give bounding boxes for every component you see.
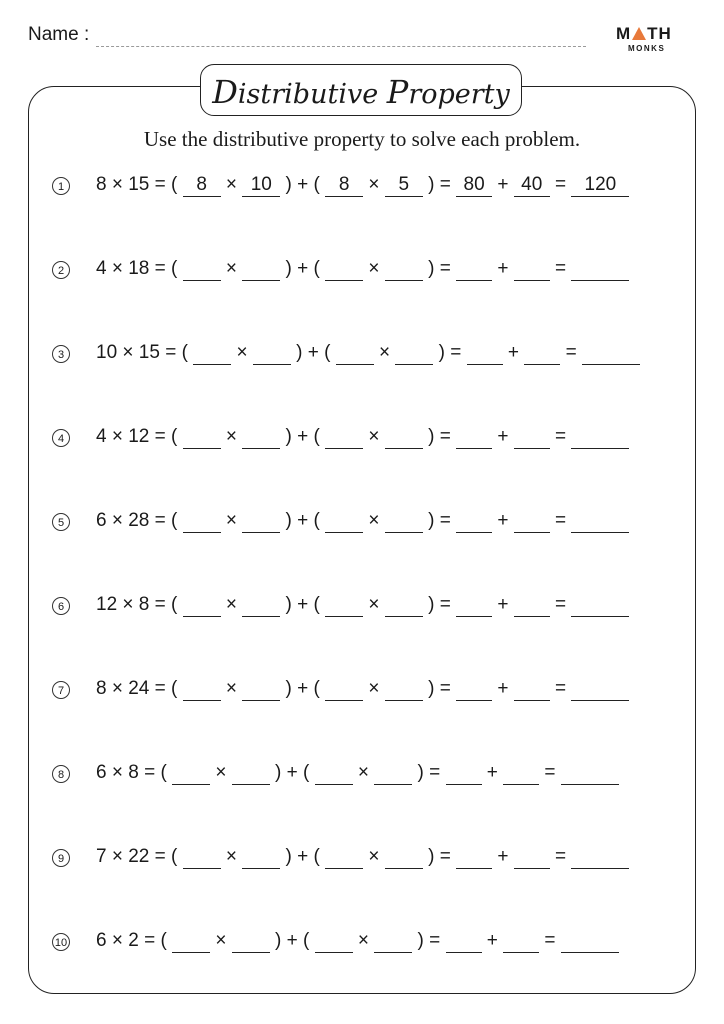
blank-answer[interactable]	[571, 426, 629, 449]
name-field[interactable]	[96, 46, 586, 47]
name-label: Name :	[28, 24, 90, 45]
blank-factor-a2[interactable]	[325, 594, 363, 617]
plus-sign: +	[492, 174, 514, 195]
blank-answer[interactable]	[571, 594, 629, 617]
equals-sign: =	[560, 342, 582, 363]
problem-lhs: 6 × 2 = (	[96, 930, 173, 951]
problem-expression	[96, 426, 629, 449]
times-sign: ×	[220, 426, 243, 447]
problem-expression	[96, 846, 629, 869]
problem-lhs: 7 × 22 = (	[96, 846, 183, 867]
blank-factor-b2[interactable]	[385, 678, 423, 701]
blank-factor-a1[interactable]	[183, 426, 221, 449]
problem-number: 4	[52, 429, 70, 447]
times-sign: ×	[210, 930, 232, 951]
problem-number: 7	[52, 681, 70, 699]
blank-product-2[interactable]	[514, 594, 550, 617]
plus-sign: +	[492, 594, 514, 615]
equals-sign: =	[549, 678, 572, 699]
problem-lhs: 4 × 12 = (	[96, 426, 183, 447]
equals-sign: =	[549, 510, 572, 531]
times-sign: ×	[220, 678, 243, 699]
blank-product-1[interactable]	[456, 846, 492, 869]
problem-lhs: 10 × 15 = (	[96, 342, 194, 363]
blank-factor-a2[interactable]	[315, 930, 353, 953]
plus-sign: +	[492, 426, 514, 447]
blank-factor-b1[interactable]	[242, 678, 280, 701]
times-sign: ×	[363, 426, 385, 447]
blank-factor-a1[interactable]	[172, 930, 210, 953]
problem-row	[52, 174, 692, 202]
times-sign: ×	[363, 678, 385, 699]
blank-factor-b2[interactable]	[395, 342, 433, 365]
blank-answer[interactable]	[582, 342, 640, 365]
problem-number: 1	[52, 177, 70, 195]
times-sign: ×	[363, 594, 385, 615]
blank-factor-a2[interactable]: 8	[325, 174, 363, 197]
logo-wordmark: M TH	[616, 24, 672, 43]
blank-factor-a2[interactable]	[325, 678, 363, 701]
blank-factor-a1[interactable]	[172, 762, 210, 785]
times-sign: ×	[363, 846, 385, 867]
plus-paren: ) + (	[290, 342, 336, 363]
times-sign: ×	[231, 342, 253, 363]
blank-product-2[interactable]	[514, 426, 550, 449]
times-sign: ×	[220, 594, 243, 615]
page-title: Distributive Property	[212, 73, 510, 111]
problem-lhs: 8 × 24 = (	[96, 678, 183, 699]
plus-paren: ) + (	[280, 174, 326, 195]
blank-product-1[interactable]	[456, 510, 492, 533]
blank-factor-a2[interactable]	[325, 258, 363, 281]
blank-product-2[interactable]	[503, 930, 539, 953]
times-sign: ×	[352, 762, 375, 783]
problem-expression	[96, 342, 640, 365]
logo-triangle-icon	[632, 27, 646, 40]
blank-product-1[interactable]: 80	[456, 174, 492, 197]
problem-lhs: 6 × 28 = (	[96, 510, 183, 531]
blank-product-1[interactable]	[456, 594, 492, 617]
blank-product-1[interactable]	[456, 678, 492, 701]
blank-factor-b1[interactable]	[242, 510, 280, 533]
problem-number: 3	[52, 345, 70, 363]
blank-factor-b1[interactable]	[242, 594, 280, 617]
blank-factor-a1[interactable]	[183, 594, 221, 617]
blank-factor-b2[interactable]	[374, 762, 412, 785]
times-sign: ×	[363, 174, 385, 195]
blank-product-2[interactable]	[524, 342, 560, 365]
problem-number: 2	[52, 261, 70, 279]
blank-factor-b1[interactable]: 10	[242, 174, 280, 197]
blank-answer[interactable]: 120	[571, 174, 629, 197]
blank-factor-a1[interactable]: 8	[183, 174, 221, 197]
times-sign: ×	[220, 174, 243, 195]
blank-factor-b1[interactable]	[232, 762, 270, 785]
plus-paren: ) + (	[280, 594, 326, 615]
blank-factor-a1[interactable]	[193, 342, 231, 365]
problem-expression	[96, 930, 619, 953]
plus-sign: +	[492, 678, 514, 699]
equals-sign: =	[539, 930, 561, 951]
blank-factor-a1[interactable]	[183, 510, 221, 533]
blank-factor-b1[interactable]	[242, 846, 280, 869]
equals-sign: ) =	[422, 846, 457, 867]
plus-sign: +	[492, 510, 514, 531]
blank-product-1[interactable]	[446, 762, 482, 785]
times-sign: ×	[220, 258, 243, 279]
blank-answer[interactable]	[571, 678, 629, 701]
blank-product-1[interactable]	[456, 258, 492, 281]
problem-row	[52, 510, 692, 538]
equals-sign: ) =	[422, 258, 457, 279]
blank-factor-b2[interactable]	[385, 258, 423, 281]
blank-factor-a2[interactable]	[325, 510, 363, 533]
problem-expression	[96, 594, 629, 617]
problem-row	[52, 594, 692, 622]
plus-paren: ) + (	[280, 510, 326, 531]
blank-factor-a1[interactable]	[183, 678, 221, 701]
blank-answer[interactable]	[561, 762, 619, 785]
blank-factor-b2[interactable]	[385, 426, 423, 449]
blank-factor-a1[interactable]	[183, 258, 221, 281]
problem-expression	[96, 510, 629, 533]
plus-paren: ) + (	[280, 846, 326, 867]
problem-number: 10	[52, 933, 70, 951]
problem-expression	[96, 174, 629, 197]
blank-product-2[interactable]: 40	[514, 174, 550, 197]
blank-factor-b1[interactable]	[253, 342, 291, 365]
equals-sign: =	[539, 762, 561, 783]
problem-number: 9	[52, 849, 70, 867]
blank-answer[interactable]	[571, 258, 629, 281]
problem-lhs: 12 × 8 = (	[96, 594, 183, 615]
times-sign: ×	[363, 258, 385, 279]
problem-number: 5	[52, 513, 70, 531]
instructions: Use the distributive property to solve each problem.	[143, 127, 581, 151]
blank-product-2[interactable]	[514, 510, 550, 533]
blank-answer[interactable]	[571, 846, 629, 869]
equals-sign: ) =	[412, 930, 446, 951]
problem-row	[52, 846, 692, 874]
blank-factor-b2[interactable]	[374, 930, 412, 953]
blank-product-1[interactable]	[456, 426, 492, 449]
blank-answer[interactable]	[571, 510, 629, 533]
blank-factor-b2[interactable]	[385, 510, 423, 533]
problem-expression	[96, 678, 629, 701]
blank-factor-b2[interactable]: 5	[385, 174, 423, 197]
blank-product-2[interactable]	[514, 846, 550, 869]
times-sign: ×	[220, 510, 243, 531]
equals-sign: ) =	[422, 426, 457, 447]
blank-product-1[interactable]	[446, 930, 482, 953]
problem-number: 6	[52, 597, 70, 615]
blank-answer[interactable]	[561, 930, 619, 953]
equals-sign: ) =	[422, 678, 457, 699]
blank-factor-b1[interactable]	[242, 426, 280, 449]
equals-sign: =	[549, 258, 572, 279]
title-banner	[200, 64, 522, 116]
blank-factor-b2[interactable]	[385, 594, 423, 617]
problem-row	[52, 258, 692, 286]
plus-paren: ) + (	[280, 678, 326, 699]
equals-sign: =	[549, 426, 572, 447]
equals-sign: =	[549, 846, 572, 867]
problem-row	[52, 678, 692, 706]
problem-lhs: 8 × 15 = (	[96, 174, 183, 195]
blank-product-2[interactable]	[503, 762, 539, 785]
equals-sign: ) =	[422, 174, 457, 195]
plus-paren: ) + (	[280, 258, 326, 279]
problem-row	[52, 762, 692, 790]
problem-lhs: 6 × 8 = (	[96, 762, 173, 783]
blank-factor-b2[interactable]	[385, 846, 423, 869]
problem-row	[52, 426, 692, 454]
plus-paren: ) + (	[269, 930, 315, 951]
times-sign: ×	[363, 510, 385, 531]
equals-sign: ) =	[422, 594, 457, 615]
plus-sign: +	[492, 846, 514, 867]
times-sign: ×	[352, 930, 375, 951]
problem-row	[52, 342, 692, 370]
blank-factor-a1[interactable]	[183, 846, 221, 869]
blank-factor-a2[interactable]	[325, 846, 363, 869]
blank-product-2[interactable]	[514, 678, 550, 701]
problem-lhs: 4 × 18 = (	[96, 258, 183, 279]
blank-product-2[interactable]	[514, 258, 550, 281]
plus-sign: +	[481, 930, 504, 951]
plus-sign: +	[492, 258, 514, 279]
equals-sign: ) =	[422, 510, 457, 531]
equals-sign: =	[549, 174, 572, 195]
times-sign: ×	[220, 846, 243, 867]
plus-sign: +	[481, 762, 504, 783]
problem-expression	[96, 258, 629, 281]
blank-factor-b1[interactable]	[232, 930, 270, 953]
problem-expression	[96, 762, 619, 785]
math-monks-logo	[616, 24, 676, 54]
problem-number: 8	[52, 765, 70, 783]
blank-factor-a2[interactable]	[315, 762, 353, 785]
equals-sign: =	[549, 594, 572, 615]
plus-sign: +	[502, 342, 525, 363]
times-sign: ×	[373, 342, 396, 363]
plus-paren: ) + (	[280, 426, 326, 447]
times-sign: ×	[210, 762, 232, 783]
logo-subtext: MONKS	[628, 44, 666, 53]
equals-sign: ) =	[412, 762, 446, 783]
blank-product-1[interactable]	[467, 342, 503, 365]
blank-factor-b1[interactable]	[242, 258, 280, 281]
plus-paren: ) + (	[269, 762, 315, 783]
name-row	[28, 22, 588, 50]
problem-row	[52, 930, 692, 958]
equals-sign: ) =	[433, 342, 467, 363]
blank-factor-a2[interactable]	[336, 342, 374, 365]
blank-factor-a2[interactable]	[325, 426, 363, 449]
